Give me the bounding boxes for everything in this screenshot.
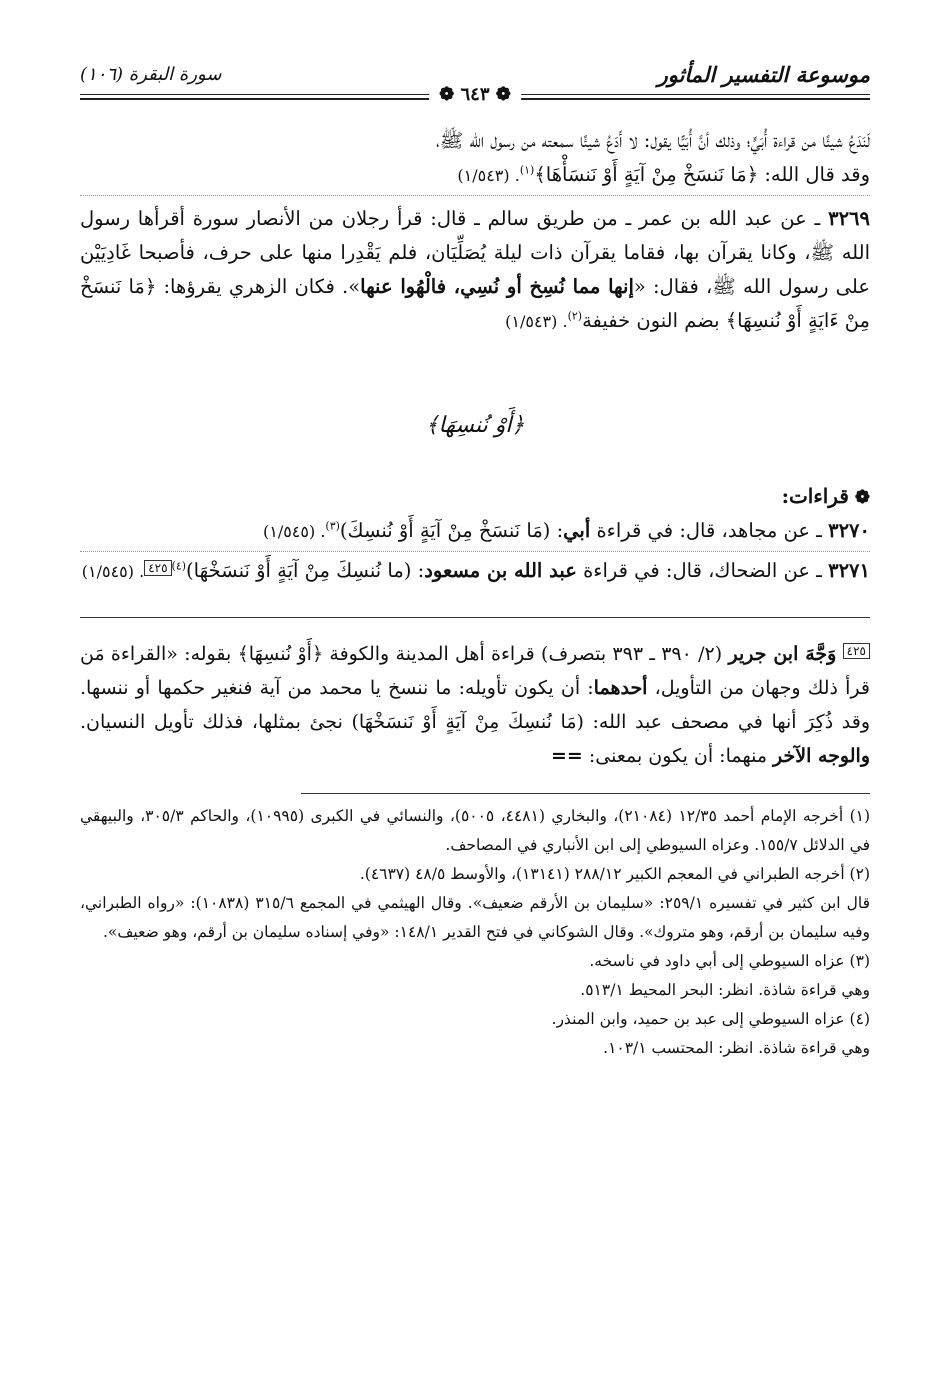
book-page xyxy=(80,60,870,1370)
commentary-box-marker: ٤٢٥ xyxy=(843,643,870,659)
commentary-425: ٤٢٥ وَجَّهَ ابن جرير (٢/ ٣٩٠ ـ ٣٩٣ بتصرف) قراءة أهل المدينة والكوفة ﴿أَوْ نُنسِهَا﴾ بقوله: «القراءة مَن قرأ ذلك وجهان من التأويل، أحدهما: أن يكون تأويله: ما ننسخ يا محمد من آية فنغير حكمها أو ننسها. وقد ذُكِرَ أنها في مصحف عبد الله: (مَا نُنسِكَ مِنْ آيَةٍ أَوْ نَنسَخْهَا) نجئ بمثلها، فذلك تأويل النسيان. والوجه الآخر منهما: أن يكون بمعنى: == xyxy=(80,643,870,767)
footnote-marker: (٢) xyxy=(567,309,583,323)
volume-reference: . (١/٥٤٥) xyxy=(262,522,326,541)
page-header xyxy=(80,60,870,110)
footnote-4-note: وهي قراءة شاذة. انظر: المحتسب ١٠٣/١. xyxy=(603,1039,870,1057)
footnote-marker: (١) xyxy=(519,163,535,177)
footnotes xyxy=(80,802,870,1063)
footnote-rule xyxy=(301,793,870,794)
footnote-marker: (٤) xyxy=(171,559,187,573)
commentary-box-marker: ٤٢٥ xyxy=(144,560,171,576)
section-qiraat xyxy=(80,484,870,508)
volume-reference: . (١/٥٤٣) xyxy=(505,312,568,331)
footnote-1: (١) أخرجه الإمام أحمد ١٢/٣٥ (٢١٠٨٤)، والبخاري (٤٤٨١، ٥٠٠٥)، والنسائي في الكبرى (١٠٩٩٥)، والحاكم ٣٠٥/٣، والبيهقي في الدلائل ١٥٥/٧. وعزاه السيوطي إلى ابن الأنباري في المصاحف. xyxy=(80,807,871,854)
paragraph-continuation: لَنَدَعُ شيئًا من قراءة أُبَيٍّ؛ وذلك أنَّ أُبَيًّا يقول: لا أَدَعُ شيئًا سمعته من رسول الله ﷺ، وقد قال الله: ﴿مَا نَنسَخْ مِنْ آيَةٍ أَوْ نَنسَأْهَا﴾$^{(١)}$. (١/٥٤٣) xyxy=(435,129,870,186)
narration-number: ٣٢٦٩ xyxy=(828,207,870,230)
narration-3271: ٣٢٧١ ـ عن الضحاك، قال: في قراءة عبد الله بن مسعود: (ما نُنسِكَ مِنْ آيَةٍ أَوْ نَنسَخْهَا)$^{(٤)}$٤٢٥. (١/٥٤٥) xyxy=(81,559,870,582)
footnote-3: (٣) عزاه السيوطي إلى أبي داود في ناسخه. xyxy=(589,952,870,970)
footnote-2-note: قال ابن كثير في تفسيره ٢٥٩/١: «سليمان بن الأرقم ضعيف». وقال الهيثمي في المجمع ٣١٥/٦ (١٠٨٣٨): «رواه الطبراني، وفيه سليمان بن أرقم، وهو متروك». وقال الشوكاني في فتح القدير ١٤٨/١: «وفي إسناده سليمان بن أرقم، وهو ضعيف». xyxy=(80,894,870,941)
flower-icon: ❁ xyxy=(854,487,870,508)
ornament-icon: ❁ xyxy=(489,84,511,105)
narration-number: ٣٢٧٠ xyxy=(828,519,870,542)
narration-3269: ٣٢٦٩ ـ عن عبد الله بن عمر ـ من طريق سالم ـ قال: قرأ رجلان من الأنصار سورة أقرأها رسول الله ﷺ، وكانا يقرآن بها، فقاما يقرآن ذات ليلة يُصَلِّيَان، فلم يَقْدِرا منها على حرف، فأصبحا غَادِيَيْن على رسول الله ﷺ، فقال: «إنها مما نُسِخ أو نُسِي، فالْهُوا عنها». فكان الزهري يقرؤها: ﴿مَا نَنسَخْ مِنْ ءَايَةٍ أَوْ نُنسِهَا﴾ بضم النون خفيفة$^{(٢)}$. (١/٥٤٣) xyxy=(80,207,870,332)
volume-reference: . (١/٥٤٥) xyxy=(81,562,145,581)
page-number: ❁ ٦٤٣ ❁ xyxy=(429,84,521,105)
narration-3270: ٣٢٧٠ ـ عن مجاهد، قال: في قراءة أبي: (مَا نَنسَخْ مِنْ آيَةٍ أَوْ نُنسِكَ)$^{(٣)}$. (١/٥٤٥) xyxy=(262,519,870,542)
footnote-marker: (٣) xyxy=(325,519,340,533)
ornament-icon: ❁ xyxy=(439,84,461,105)
book-title: موسوعة التفسير المأثور xyxy=(657,62,870,87)
surah-label: سورة البقرة (١٠٦) xyxy=(80,64,222,85)
dotted-separator xyxy=(80,551,870,552)
verse-heading: ﴿أَوْ نُنسِهَا﴾ xyxy=(425,413,525,438)
dotted-separator xyxy=(80,195,870,196)
footnote-4: (٤) عزاه السيوطي إلى عبد بن حميد، وابن المنذر. xyxy=(551,1010,870,1028)
narration-number: ٣٢٧١ xyxy=(828,559,870,582)
section-title: قراءات: xyxy=(781,484,849,508)
bold-quote: إنها مما نُسِخ أو نُسِي، فالْهُوا عنها xyxy=(360,275,634,298)
continuation-mark: == xyxy=(550,745,583,767)
footnote-3-note: وهي قراءة شاذة. انظر: البحر المحيط ٥١٣/١. xyxy=(580,981,870,999)
volume-reference: . (١/٥٤٣) xyxy=(457,166,520,185)
commentary-rule xyxy=(80,617,870,618)
footnote-2: (٢) أخرجه الطبراني في المعجم الكبير ٢٨٨/١٢ (١٣١٤١)، والأوسط ٤٨/٥ (٤٦٣٧). xyxy=(359,865,870,883)
